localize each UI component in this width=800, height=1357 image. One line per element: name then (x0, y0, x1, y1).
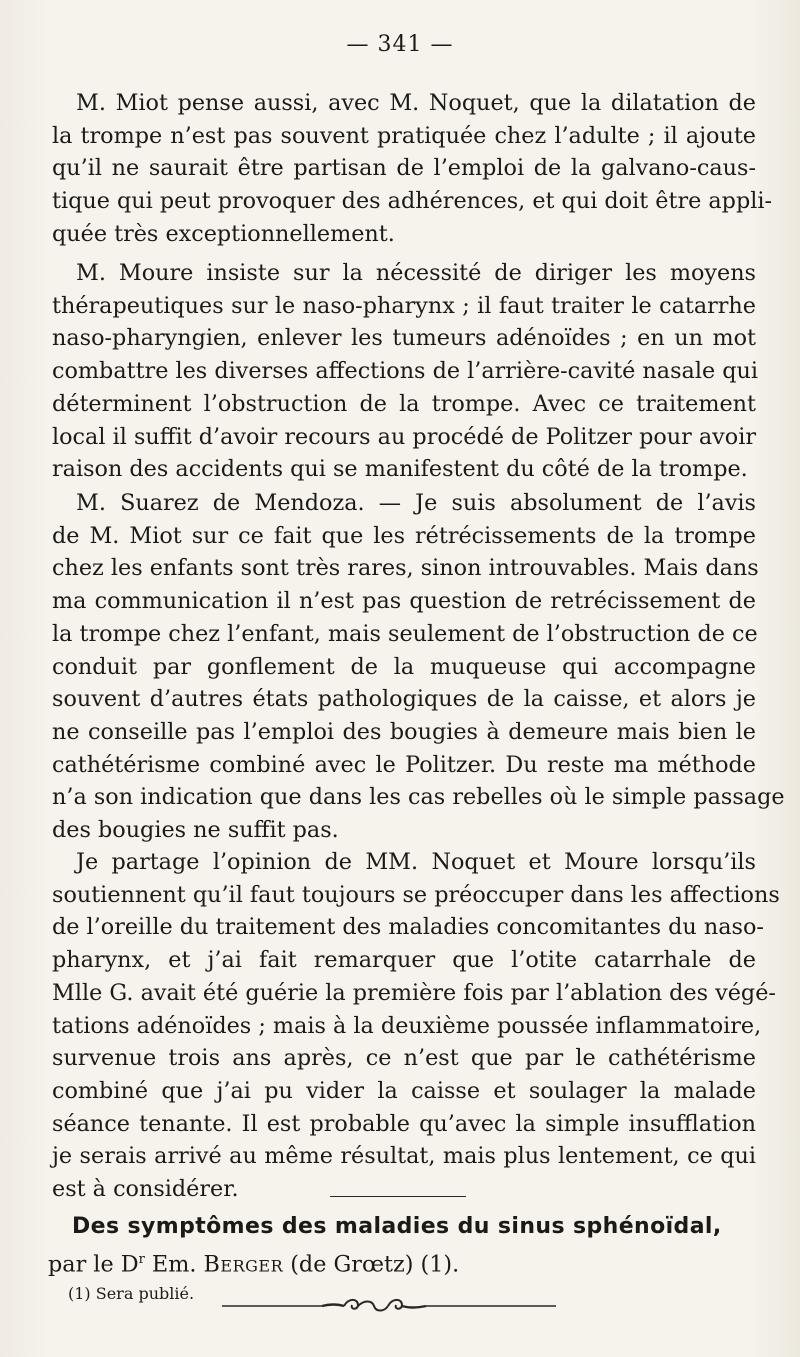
author-suffix: (de Grœtz) (1). (283, 1251, 460, 1278)
text-line: cathétérisme combiné avec le Politzer. Du reste ma méthode (52, 751, 756, 778)
author-surname: Berger (203, 1251, 284, 1278)
text-line: soutiennent qu’il faut toujours se préoccuper dans les affections (52, 881, 780, 908)
text-line: ne conseille pas l’emploi des bougies à demeure mais bien le (52, 718, 756, 745)
text-line: Mlle G. avait été guérie la première fois par l’ablation des végé- (52, 979, 776, 1006)
text-line: ma communication il n’est pas question de retrécissement de (52, 588, 756, 615)
paragraph-miot (52, 87, 773, 251)
text-line: qu’il ne saurait être partisan de l’emploi de la galvano-caus- (52, 155, 756, 182)
author-title-sup: r (138, 1252, 145, 1267)
end-ornament (222, 1294, 556, 1314)
text-line: est à considérer. (52, 1176, 239, 1203)
paragraph-suarez-continued (52, 846, 780, 1206)
text-line: tations adénoïdes ; mais à la deuxième poussée inflammatoire, (52, 1012, 762, 1039)
text-line: M. Miot pense aussi, avec M. Noquet, que la dilatation de (76, 90, 756, 116)
text-line: de l’oreille du traitement des maladies concomitantes du naso- (52, 914, 764, 941)
text-line: de M. Miot sur ce fait que les rétrécissements de la trompe (52, 522, 756, 549)
text-line: survenue trois ans après, ce n’est que par le cathétérisme (52, 1045, 756, 1072)
text-line: souvent d’autres états pathologiques de la caisse, et alors je (52, 686, 756, 713)
text-line: conduit par gonflement de la muqueuse qui accompagne (52, 653, 756, 680)
text-line: combattre les diverses affections de l’arrière-cavité nasale qui (52, 358, 758, 385)
text-line: la trompe n’est pas souvent pratiquée chez l’adulte ; il ajoute (52, 122, 756, 149)
author-prefix: par le D (48, 1251, 139, 1278)
text-line: tique qui peut provoquer des adhérences, et qui doit être appli- (52, 188, 773, 215)
section-heading (48, 1210, 762, 1280)
text-line: pharynx, et j’ai fait remarquer que l’otite catarrhale de (52, 947, 756, 974)
paragraph-moure (52, 257, 756, 486)
text-line: quée très exceptionnellement. (52, 220, 395, 247)
text-line: raison des accidents qui se manifestent du côté de la trompe. (52, 456, 748, 483)
text-line: Je partage l’opinion de MM. Noquet et Moure lorsqu’ils (76, 849, 756, 875)
section-title: Des symptômes des maladies du sinus sphénoïdal, (72, 1214, 722, 1239)
text-line: n’a son indication que dans les cas rebelles où le simple passage (52, 784, 785, 811)
section-divider (330, 1196, 466, 1197)
text-line: M. Suarez de Mendoza. — Je suis absolument de l’avis (76, 490, 756, 516)
text-line: des bougies ne suffit pas. (52, 817, 339, 844)
text-line: séance tenante. Il est probable qu’avec la simple insufflation (52, 1110, 756, 1137)
paragraph-suarez (52, 487, 785, 847)
section-author (48, 1244, 762, 1280)
page-number: — 341 — (346, 32, 454, 57)
text-line: je serais arrivé au même résultat, mais plus lentement, ce qui (52, 1143, 756, 1170)
text-line: la trompe chez l’enfant, mais seulement de l’obstruction de ce (52, 620, 758, 647)
text-line: naso-pharyngien, enlever les tumeurs adénoïdes ; en un mot (52, 325, 756, 352)
text-line: déterminent l’obstruction de la trompe. Avec ce traitement (52, 390, 756, 417)
text-line: local il suffit d’avoir recours au procédé de Politzer pour avoir (52, 423, 756, 450)
text-line: combiné que j’ai pu vider la caisse et soulager la malade (52, 1077, 756, 1104)
author-first-name: Em. (144, 1251, 204, 1278)
text-line: thérapeutiques sur le naso-pharynx ; il faut traiter le catarrhe (52, 292, 756, 319)
text-line: chez les enfants sont très rares, sinon introuvables. Mais dans (52, 555, 759, 582)
footnote: (1) Sera publié. (68, 1284, 195, 1303)
text-line: M. Moure insiste sur la nécessité de diriger les moyens (76, 260, 756, 286)
